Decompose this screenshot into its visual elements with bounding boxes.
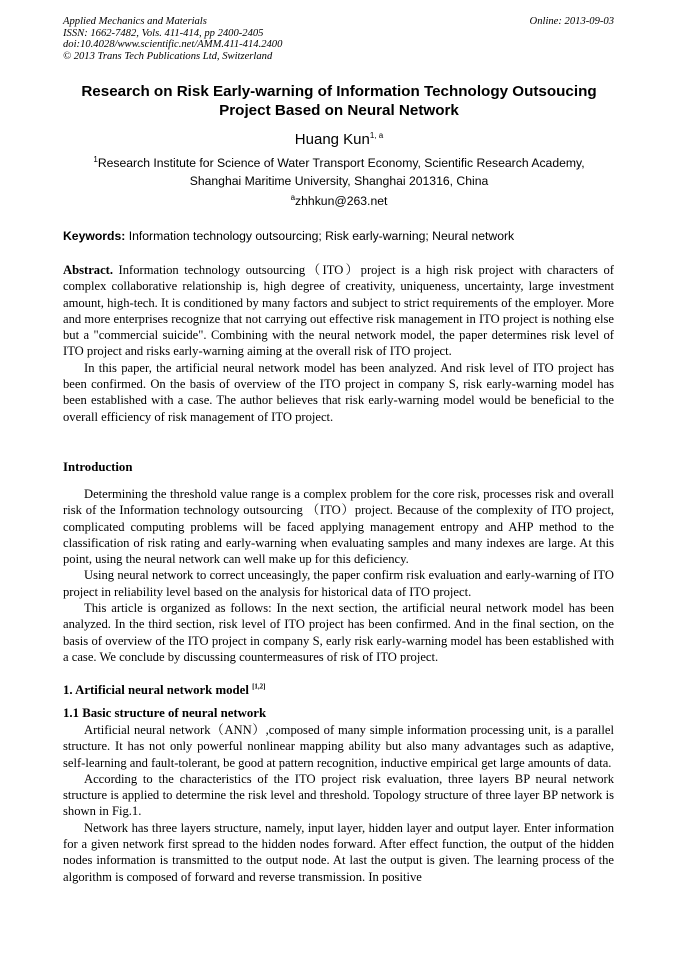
section-1-paragraph-1: Artificial neural network（ANN）,composed of many simple information processing unit, is a parallel structure. It has not only powerful nonlinear mapping ability but also many advantages such as adaptive, self-learning and fault-tolerant, be good at pattern recognition, inductive empirical get large amounts of data. — [63, 723, 614, 770]
section-1-heading — [63, 683, 266, 698]
author-email — [0, 194, 678, 208]
abstract — [63, 262, 614, 425]
section-1-citation: [1,2] — [252, 682, 266, 691]
paper-title — [40, 82, 638, 120]
abstract-paragraph-2: In this paper, the artificial neural network model has been analyzed. And risk level of ITO project has been confirmed. On the basis of overview of the ITO project in company S, risk early-warning model has been established with a case. The author believes that risk early-warning model would be beneficial to the overall efficiency of risk management of ITO project. — [63, 360, 614, 424]
subsection-1-1-heading: 1.1 Basic structure of neural network — [63, 706, 267, 720]
title-line-2: Project Based on Neural Network — [219, 102, 459, 119]
email-superscript: a — [290, 192, 296, 202]
introduction-body — [63, 486, 614, 665]
keywords — [63, 229, 615, 243]
keywords-label: Keywords: — [63, 229, 126, 243]
journal-name: Applied Mechanics and Materials — [63, 16, 207, 27]
section-1-paragraph-2: According to the characteristics of the ITO project risk evaluation, three layers BP neural network structure is applied to determine the risk level and threshold. Topology structure of three layer BP network is shown in Fig.1. — [63, 771, 614, 819]
journal-header — [63, 16, 483, 62]
section-1-paragraph-3: Network has three layers structure, namely, input layer, hidden layer and output layer. Enter information for a given network first spread to the hidden nodes forward. After effect function, the output of the hidden nodes information is transmitted to the output node. At last the output is given. The learning process of the algorithm is composed of forward and reverse transmission. In positive — [63, 820, 614, 884]
intro-paragraph-3: This article is organized as follows: In the next section, the artificial neural network model has been analyzed. In the third section, risk level of ITO project has been confirmed. And in the final section, on the basis of overview of the ITO project in company S, early risk early-warning model has been established with a case. We conclude by discussing countermeasures of risk of ITO project. — [63, 601, 614, 664]
online-date: Online: 2013-09-03 — [529, 16, 614, 27]
affiliation-line-2: Shanghai Maritime University, Shanghai 201316, China — [189, 173, 489, 188]
intro-paragraph-2: Using neural network to correct unceasingly, the paper confirm risk evaluation and early-warning of ITO project in reliability level based on the analysis for historical data of ITO project. — [63, 568, 614, 599]
introduction-heading: Introduction — [63, 460, 133, 474]
abstract-label: Abstract. — [63, 263, 114, 277]
author-line — [0, 131, 678, 148]
keywords-text: Information technology outsourcing; Risk early-warning; Neural network — [128, 229, 515, 243]
author-superscript: 1, a — [369, 131, 384, 140]
affiliation-superscript: 1 — [93, 154, 98, 164]
email-address: zhhkun@263.net — [295, 194, 388, 208]
author-name: Huang Kun — [294, 131, 370, 148]
section-1-body — [63, 722, 614, 885]
intro-paragraph-1: Determining the threshold value range is a complex problem for the core risk, processes risk and overall risk of the Information technology outsourcing （ITO）project. Because of the complexity of ITO project, complicated computing problems will be faced applying management entropy and AHP method to the classification of risk rating and early-warning when evaluating samples and many indexes are large. At this point, using the neural network can well make up for this deficiency. — [63, 487, 614, 567]
title-line-1: Research on Risk Early-warning of Information Technology Outsoucing — [81, 83, 597, 100]
affiliation — [63, 155, 615, 190]
abstract-paragraph-1 — [63, 262, 614, 360]
doi-line: doi:10.4028/www.scientific.net/AMM.411-414.2400 — [63, 39, 283, 50]
affiliation-line-1 — [63, 155, 615, 173]
abstract-text-1: Information technology outsourcing（ITO）project is a high risk project with characters of complex collaborative relationship is, high degree of creativity, uniqueness, uncertainty, large investment amount, high-tech. It is conditioned by many factors and subject to strict requirements of the employer. More and more enterprises recognize that not carrying out effective risk management in ITO project is nothing else but a "commercial suicide". Combining with the neural network model, the paper determines risk level of ITO project and risks early-warning aiming at the overall risk of ITO project. — [63, 263, 614, 359]
copyright-line: © 2013 Trans Tech Publications Ltd, Switzerland — [63, 50, 273, 62]
issn-line: ISSN: 1662-7482, Vols. 411-414, pp 2400-2405 — [63, 27, 264, 39]
affiliation-text-1: Research Institute for Science of Water Transport Economy, Scientific Research Academy, — [97, 156, 585, 170]
section-1-title: 1. Artificial neural network model — [63, 683, 249, 697]
